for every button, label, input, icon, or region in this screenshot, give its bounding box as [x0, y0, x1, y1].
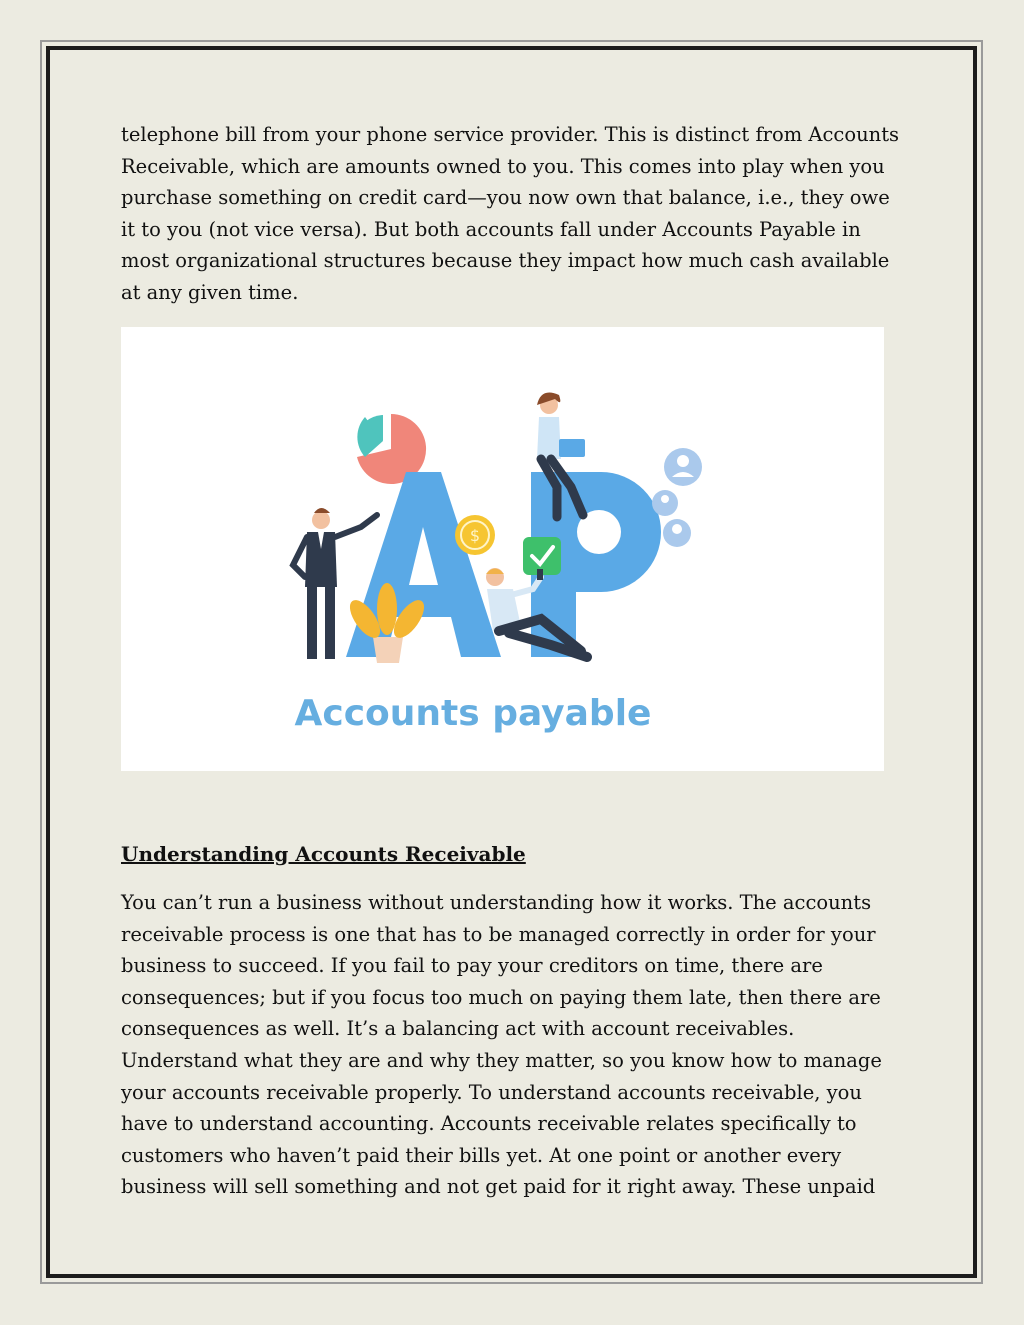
intro-paragraph: telephone bill from your phone service provider. This is distinct from Accounts Receivable, which are amounts owned to you. This comes into play when you purchase something on credit card—you now own that balance, i.e., they owe it to you (not vice versa). But both accounts fall under Accounts Payable in most organizational structures because they impact how much cash available at any given time. — [121, 123, 900, 304]
user-avatar-icon-2 — [652, 490, 678, 516]
section-heading: Understanding Accounts Receivable — [121, 842, 526, 866]
coin-icon — [455, 515, 495, 555]
svg-text:$: $ — [469, 526, 481, 545]
illustration-svg — [121, 327, 884, 771]
user-avatar-icon-1 — [664, 448, 702, 486]
illustration-caption: Accounts payable — [294, 693, 652, 734]
accounts-payable-illustration — [121, 327, 884, 771]
user-avatar-icon-3 — [663, 519, 691, 547]
body-paragraph: You can’t run a business without understanding how it works. The accounts receivable process is one that has to be managed correctly in order for your business to succeed. If you fail to pay your creditors on time, there are consequences; but if you focus too much on paying them late, then there are consequences as well. It’s a balancing act with account receivables. Understand what they are and why they matter, so you know how to manage your accounts receivable properly. To understand accounts receivable, you have to understand accounting. Accounts receivable relates specifically to customers who haven’t paid their bills yet. At one point or another every business will sell something and not get paid for it right away. These unpaid — [121, 891, 882, 1199]
